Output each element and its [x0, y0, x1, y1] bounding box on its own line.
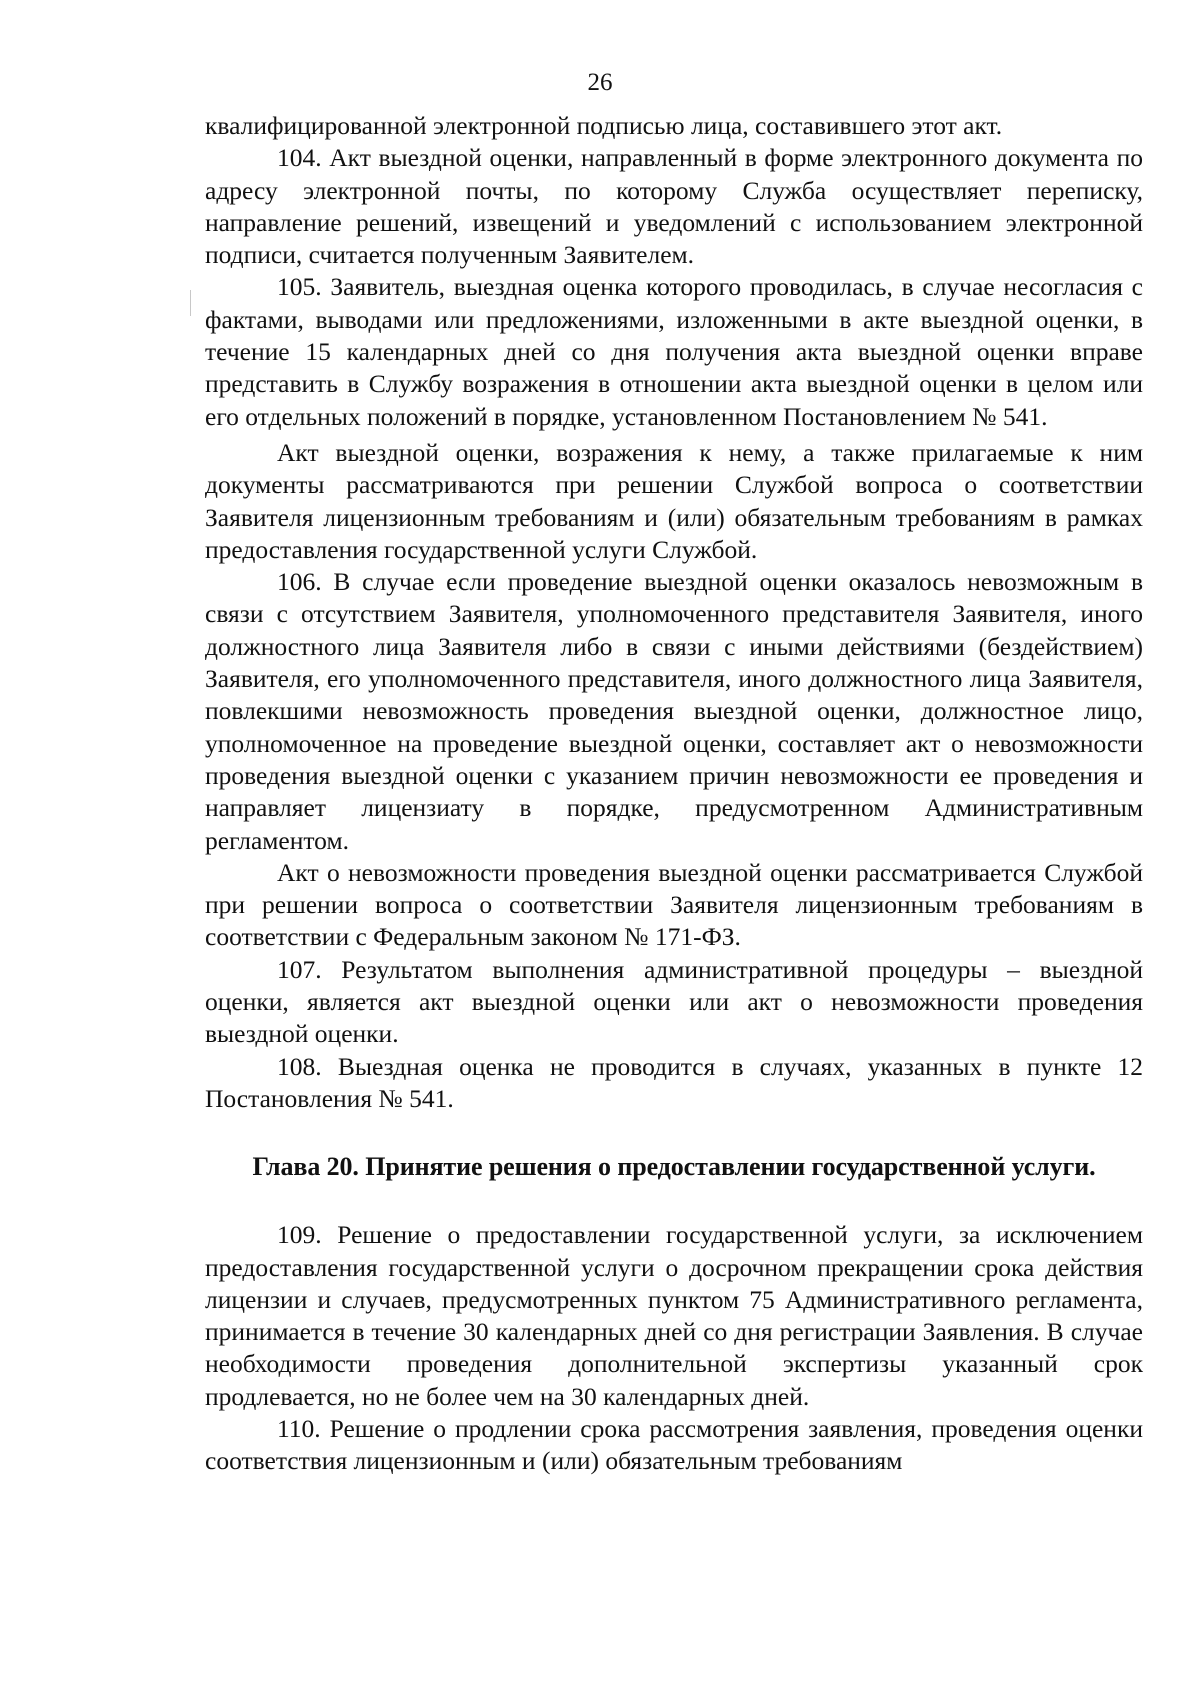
paragraph-110: 110. Решение о продлении срока рассмотрения заявления, проведения оценки соответствия лицензионным и (или) обязательным требованиям — [205, 1413, 1143, 1476]
paragraph-106: 106. В случае если проведение выездной оценки оказалось невозможным в связи с отсутствием Заявителя, уполномоченного представителя Заявителя, иного должностного лица Заявителя либо в связи с иными действиями (бездействием) Заявителя, его уполномоченного представителя, иного должностного лица Заявителя, повлекшими невозможность проведения выездной оценки, должностное лицо, уполномоченное на проведение выездной оценки, составляет акт о невозможности проведения выездной оценки с указанием причин невозможности ее проведения и направляет лицензиату в порядке, предусмотренном Административным регламентом. — [205, 567, 1143, 855]
page-number: 26 — [587, 69, 613, 96]
paragraph-108: 108. Выездная оценка не проводится в случаях, указанных в пункте 12 Постановления № 541. — [205, 1051, 1143, 1113]
paragraph-continuation: квалифицированной электронной подписью лица, составившего этот акт. — [205, 111, 1003, 140]
scan-margin-mark — [190, 290, 191, 316]
paragraph-105-continued: Акт выездной оценки, возражения к нему, а также прилагаемые к ним документы рассматриваются при решении Службой вопроса о соответствии Заявителя лицензионным требованиям и (или) обязательным требованиям в рамках предоставления государственной услуги Службой. — [205, 437, 1143, 564]
chapter-heading: Глава 20. Принятие решения о предоставлении государственной услуги. — [252, 1152, 1096, 1182]
paragraph-104: 104. Акт выездной оценки, направленный в форме электронного документа по адресу электронной почты, по которому Служба осуществляет переписку, направление решений, извещений и уведомлений с использованием электронной подписи, считается полученным Заявителем. — [205, 143, 1143, 270]
paragraph-107: 107. Результатом выполнения административной процедуры – выездной оценки, является акт выездной оценки или акт о невозможности проведения выездной оценки. — [205, 954, 1143, 1049]
paragraph-106-continued: Акт о невозможности проведения выездной оценки рассматривается Службой при решении вопроса о соответствии Заявителя лицензионным требованиям в соответствии с Федеральным законом № 171-ФЗ. — [205, 857, 1143, 952]
paragraph-105: 105. Заявитель, выездная оценка которого проводилась, в случае несогласия с фактами, выводами или предложениями, изложенными в акте выездной оценки, в течение 15 календарных дней со дня получения акта выездной оценки вправе представить в Службу возражения в отношении акта выездной оценки в целом или его отдельных положений в порядке, установленном Постановлением № 541. — [205, 272, 1143, 431]
document-body — [205, 110, 1143, 1478]
paragraph-109: 109. Решение о предоставлении государственной услуги, за исключением предоставления государственной услуги о досрочном прекращении срока действия лицензии и случаев, предусмотренных пунктом 75 Административного регламента, принимается в течение 30 календарных дней со дня регистрации Заявления. В случае необходимости проведения дополнительной экспертизы указанный срок продлевается, но не более чем на 30 календарных дней. — [205, 1220, 1143, 1411]
